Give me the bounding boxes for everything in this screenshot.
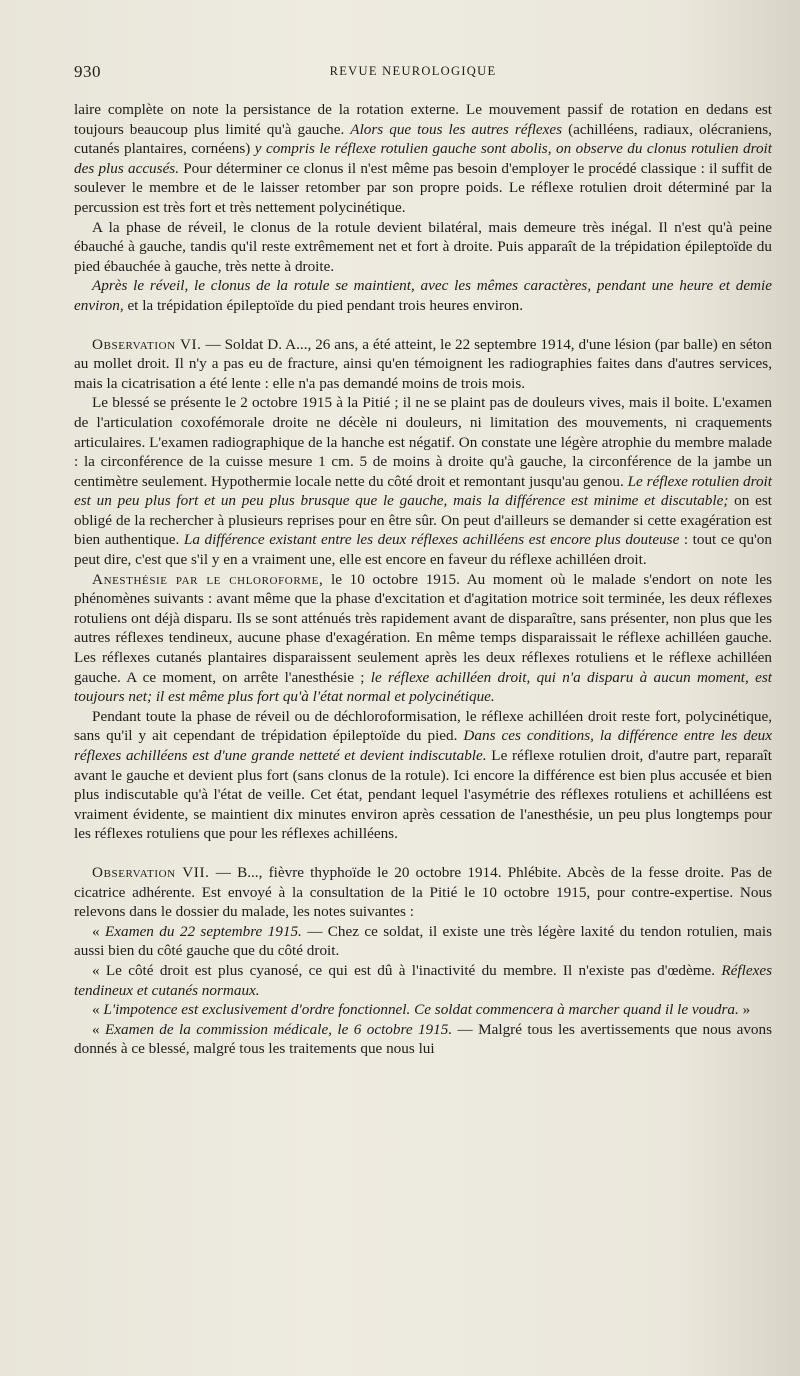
italic-text: Réflexes tendineux et cutanés normaux. [74, 961, 772, 999]
italic-text: Examen du 22 septembre 1915. [104, 922, 302, 940]
paragraph-p3 [74, 276, 772, 315]
italic-text: le réflexe achilléen droit, qui n'a disparu à aucun moment, est toujours net; il est même plus fort qu'à l'état normal et polycinétique. [74, 668, 772, 706]
text-run: et la trépidation épileptoïde du pied pendant trois heures environ. [123, 296, 524, 314]
smallcaps-heading: Observation VI. [92, 335, 202, 353]
italic-text: y compris le réflexe rotulien gauche sont abolis, on observe du clonus rotulien droit des plus accusés. [74, 140, 772, 177]
text-run: — Chez ce soldat, il existe une très légère laxité du tendon rotulien, mais aussi bien du côté gauche que du côté droit. [74, 922, 772, 960]
italic-text: Après le réveil, le clonus de la rotule se maintient, avec les mêmes caractères, pendant une heure et demie environ, [74, 277, 772, 314]
paragraph-p12 [74, 1020, 772, 1059]
text-run: on est obligé de la rechercher à plusieurs reprises pour en être sûr. On peut d'ailleurs se demander si cette exagération est bien authentique. [74, 492, 773, 549]
paragraph-p11 [74, 1000, 772, 1020]
paragraph-p1 [74, 100, 772, 218]
paragraph-p5 [74, 393, 772, 569]
text-run: Le blessé se présente le 2 octobre 1915 à la Pitié ; il ne se plaint pas de douleurs vives, mais il boite. L'examen de l'articulation coxofémorale droite ne décèle ni douleurs, ni limitation des mouvements, ni craquements articulaires. L'examen radiographique de la hanche est négatif. On constate une légère atrophie du membre malade : la circonférence de la cuisse mesure 1 cm. 5 de moins à droite qu'à gauche, la circonférence de la jambe un centimètre seulement. Hypothermie locale nette du côté droit et remontant jusqu'au genou. [74, 394, 772, 490]
text-run: Pendant toute la phase de réveil ou de déchloroformisation, le réflexe achilléen droit reste fort, polycinétique, sans qu'il y ait cependant de trépidation épileptoïde du pied. [74, 707, 772, 745]
paragraph-p7 [74, 707, 772, 844]
running-title: REVUE NEUROLOGIQUE [329, 64, 497, 78]
paragraph-p2 [74, 218, 772, 277]
paragraph-p9 [74, 922, 772, 961]
text-run: » [738, 1001, 751, 1019]
text-run: « Le côté droit est plus cyanosé, ce qui est dû à l'inactivité du membre. Il n'existe pas d'œdème. [92, 961, 722, 979]
italic-text: Alors que tous les autres réflexes [350, 120, 563, 138]
section-gap [74, 844, 772, 863]
text-run: laire complète on note la persistance de la rotation externe. Le mouvement passif de rotation en dedans est toujours beaucoup plus limité qu'à gauche. [74, 101, 772, 138]
text-run: A la phase de réveil, le clonus de la rotule devient bilatéral, mais demeure très inégal. Il n'est qu'à peine ébauché à gauche, tandis qu'il reste extrêmement net et fort à droite. Puis apparaît de la trépidation épileptoïde du pied ébauchée à gauche, très nette à droite. [74, 218, 772, 275]
italic-text: Examen de la commission médicale, le 6 octobre 1915. [105, 1020, 453, 1038]
text-run: Le réflexe rotulien droit, d'autre part, reparaît avant le gauche et devient plus fort (sans clonus de la rotule). Ici encore la différence est bien plus accusée et bien plus indiscutable qu'à l'état de veille. Cet état, pendant lequel l'asymétrie des réflexes rotuliens et achilléens est vraiment évidente, se maintient dix minutes environ après cessation de l'anesthésie, un peu plus longtemps pour les réflexes rotuliens que pour les réflexes achilléens. [74, 747, 772, 843]
text-run: le 10 octobre 1915. Au moment où le malade s'endort on note les phénomènes suivants : avant même que la phase d'excitation et d'agitation motrice soit terminée, les deux réflexes rotuliens ont déjà disparu. Ils se sont atténués très rapidement avant de disparaître, sans présenter, non plus que les autres réflexes tendineux, aucune phase d'exagération. En même temps disparaissait le réflexe achilléen gauche. Les réflexes cutanés plantaires disparaissent seulement après les deux réflexes rotuliens et le réflexe achilléen gauche. A ce moment, on arrête l'anesthésie ; [74, 570, 772, 686]
text-run: (achilléens, radiaux, olécraniens, cutanés plantaires, cornéens) [74, 120, 772, 158]
page-number: 930 [74, 62, 101, 81]
text-run: : tout ce qu'on peut dire, c'est que s'il y en a vraiment une, elle est encore en faveur du réflexe achilléen droit. [74, 531, 772, 569]
section-gap [74, 316, 772, 335]
text-run: « [92, 1001, 104, 1019]
body-text [74, 100, 772, 1059]
italic-text: L'impotence est exclusivement d'ordre fonctionnel. Ce soldat commencera à marcher quand il le voudra. [103, 1001, 739, 1019]
smallcaps-heading: Anesthésie par le chloroforme, [92, 570, 324, 588]
page-header [74, 62, 772, 86]
italic-text: La différence existant entre les deux réflexes achilléens est encore plus douteuse [183, 531, 680, 549]
paragraph-p10 [74, 961, 772, 1000]
paragraph-p6 [74, 570, 772, 707]
smallcaps-heading: Observation VII. [92, 863, 210, 881]
text-run: — Soldat D. A..., 26 ans, a été atteint, le 22 septembre 1914, d'une lésion (par balle) en séton au mollet droit. Il n'y a pas eu de fracture, ainsi qu'en témoignent les radiographies faites dans d'autres services, mais la cicatrisation a été lente : elle n'a pas demandé moins de trois mois. [74, 335, 772, 392]
text-run: « [92, 922, 105, 940]
text-run: Pour déterminer ce clonus il n'est même pas besoin d'employer le procédé classique : il suffit de soulever le membre et de le laisser retomber par son propre poids. Le réflexe rotulien droit déterminé par la percussion est très fort et très nettement polycinétique. [74, 159, 772, 216]
text-run: — B..., fièvre thyphoïde le 20 octobre 1914. Phlébite. Abcès de la fesse droite. Pas de cicatrice adhérente. Est envoyé à la consultation de la Pitié le 10 octobre 1915, pour contre-expertise. Nous relevons dans le dossier du malade, les notes suivantes : [74, 863, 773, 921]
italic-text: Le réflexe rotulien droit est un peu plus fort et un peu plus brusque que le gauche, mais la différence est minime et discutable; [74, 472, 772, 510]
text-run: — Malgré tous les avertissements que nous avons donnés à ce blessé, malgré tous les traitements que nous lui [74, 1020, 773, 1058]
italic-text: Dans ces conditions, la différence entre les deux réflexes achilléens est d'une grande netteté et devient indiscutable. [74, 727, 772, 764]
paragraph-p4 [74, 335, 772, 394]
paragraph-p8 [74, 863, 772, 922]
text-run: « [92, 1020, 105, 1038]
